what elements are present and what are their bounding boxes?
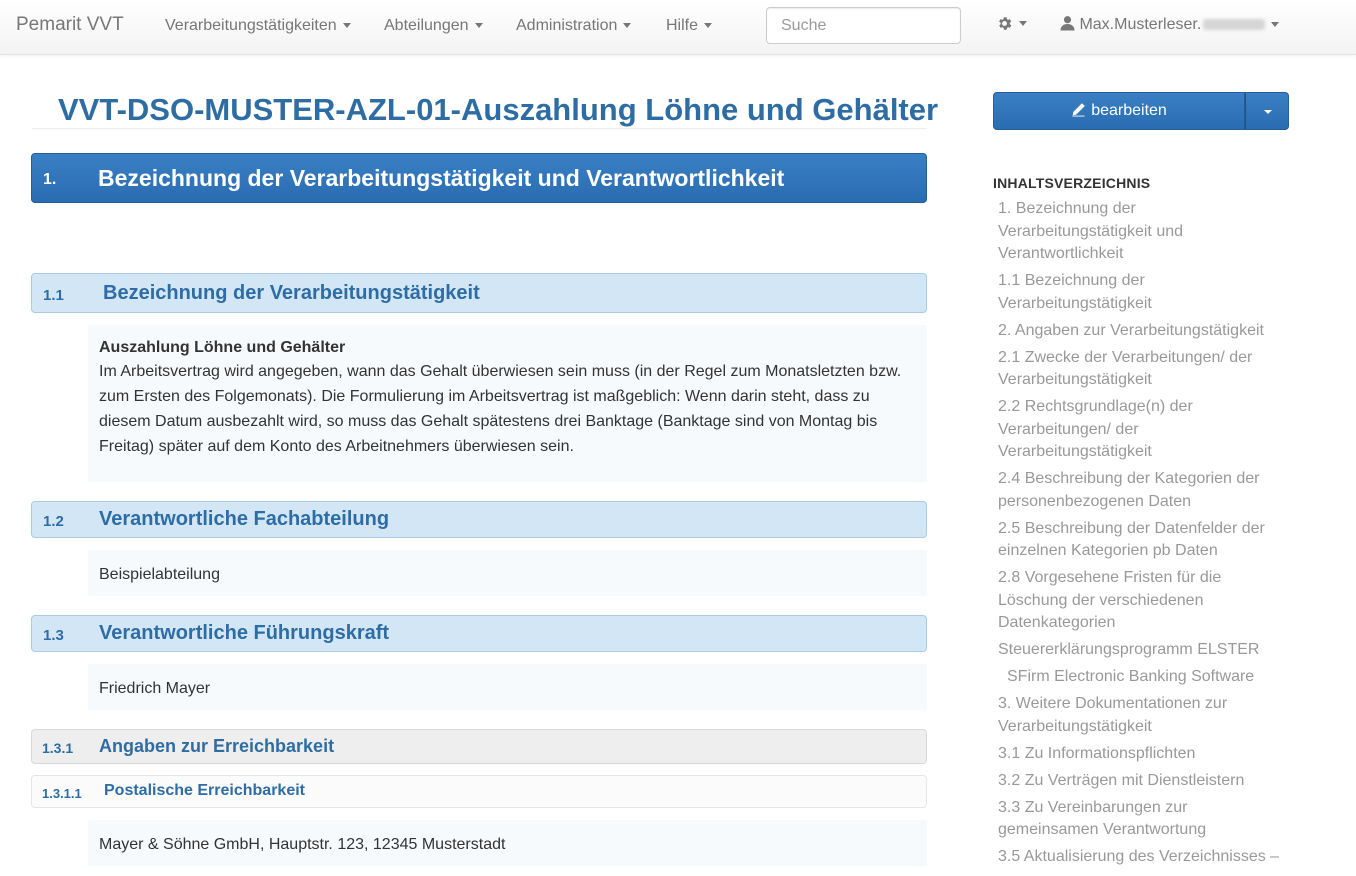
caret-down-icon: [1019, 21, 1027, 26]
toc-list: [998, 198, 1288, 873]
content-text: Im Arbeitsvertrag wird angegeben, wann das Gehalt überwiesen sein muss (in der Regel zum Monatsletzten bzw. zum Ersten des Folgemonats). Die Formulierung im Arbeitsvertrag ist maßgeblich: Wenn darin steht, dass zu diesem Datum ausbezahlt wird, so muss das Gehalt spätestens drei Banktage (Banktage sind von Montag bis Freitag) später auf dem Konto des Arbeitnehmers überwiesen sein.: [99, 363, 902, 455]
toc-item[interactable]: 1. Bezeichnung der Verarbeitungstätigkeit und Verantwortlichkeit: [998, 200, 1184, 262]
toc-item[interactable]: Steuererklärungsprogramm ELSTER: [998, 641, 1260, 658]
toc-item[interactable]: 2.2 Rechtsgrundlage(n) der Verarbeitungen/ der Verarbeitungstätigkeit: [998, 398, 1193, 460]
toc-item[interactable]: 3.2 Zu Verträgen mit Dienstleistern: [998, 771, 1245, 789]
toc-item[interactable]: 3. Weitere Dokumentationen zur Verarbeitungstätigkeit: [998, 695, 1228, 735]
menu-label: Hilfe: [666, 17, 699, 34]
user-icon: [1060, 15, 1075, 31]
section-title: Verantwortliche Führungskraft: [99, 622, 390, 644]
caret-down-icon: [623, 23, 631, 28]
content-title: Auszahlung Löhne und Gehälter: [99, 339, 346, 356]
section-number: 1.2: [43, 513, 64, 530]
section-1-1-header: [31, 273, 927, 313]
toc-item[interactable]: 1.1 Bezeichnung der Verarbeitungstätigkeit: [998, 272, 1152, 312]
gear-icon: [996, 15, 1013, 32]
section-1-3-content: [88, 664, 927, 710]
content-text: Mayer & Söhne GmbH, Hauptstr. 123, 12345 Musterstadt: [99, 836, 506, 853]
menu-hilfe[interactable]: [666, 17, 712, 35]
toc-item[interactable]: 2.1 Zwecke der Verarbeitungen/ der Verarbeitungstätigkeit: [998, 348, 1253, 388]
section-title: Angaben zur Erreichbarkeit: [99, 736, 335, 756]
menu-label: Verarbeitungstätigkeiten: [165, 17, 337, 34]
section-1-2-header: [31, 501, 927, 538]
content-text: Beispielabteilung: [99, 566, 220, 583]
section-1-2-content: [88, 550, 927, 596]
section-title: Postalische Erreichbarkeit: [104, 782, 305, 799]
settings-menu[interactable]: [996, 15, 1027, 33]
toc-heading: INHALTSVERZEICHNIS: [993, 175, 1151, 191]
section-number: 1.3: [43, 627, 64, 644]
title-divider: [32, 128, 927, 129]
menu-administration[interactable]: [516, 17, 631, 35]
edit-button-group: [993, 92, 1289, 130]
section-number: 1.3.1.1: [42, 786, 82, 801]
section-1-1-content: [88, 325, 927, 482]
brand-link[interactable]: Pemarit VVT: [16, 14, 124, 35]
redacted-text: [1203, 19, 1265, 30]
section-title: Bezeichnung der Verarbeitungstätigkeit und Verantwortlichkeit: [98, 165, 785, 191]
section-1-3-header: [31, 615, 927, 652]
menu-verarbeitungstaetigkeiten[interactable]: [165, 17, 351, 35]
section-1-3-1-header: [31, 729, 927, 764]
caret-down-icon: [475, 23, 483, 28]
caret-down-icon: [343, 23, 351, 28]
toc-item[interactable]: SFirm Electronic Banking Software: [1007, 668, 1255, 685]
edit-label: bearbeiten: [1091, 102, 1167, 119]
toc-item[interactable]: 3.5 Aktualisierung des Verzeichnisses –: [998, 848, 1280, 865]
menu-label: Administration: [516, 17, 618, 34]
user-name: Max.Musterleser.: [1079, 16, 1202, 33]
toc-item[interactable]: 2.4 Beschreibung der Kategorien der personenbezogenen Daten: [998, 470, 1260, 510]
top-navbar: [0, 0, 1356, 55]
caret-down-icon: [1271, 22, 1279, 27]
search-input[interactable]: [766, 7, 961, 44]
pencil-icon: [1071, 102, 1086, 117]
section-1-3-1-1-header: [31, 775, 927, 808]
caret-down-icon: [704, 23, 712, 28]
user-menu[interactable]: [1060, 15, 1279, 34]
menu-abteilungen[interactable]: [384, 17, 483, 35]
section-number: 1.3.1: [42, 740, 74, 756]
toc-item[interactable]: 2. Angaben zur Verarbeitungstätigkeit: [998, 321, 1264, 339]
caret-down-icon: [1264, 110, 1272, 114]
edit-dropdown-toggle[interactable]: [1245, 92, 1289, 130]
section-number: 1.1: [43, 287, 64, 304]
content-text: Friedrich Mayer: [99, 680, 211, 697]
section-1-3-1-1-content: [88, 820, 927, 866]
toc-item[interactable]: 3.1 Zu Informationspflichten: [998, 744, 1196, 762]
toc-item[interactable]: 3.3 Zu Vereinbarungen zur gemeinsamen Verantwortung: [998, 798, 1207, 838]
menu-label: Abteilungen: [384, 17, 469, 34]
section-title: Verantwortliche Fachabteilung: [99, 508, 390, 530]
page-title: VVT-DSO-MUSTER-AZL-01-Auszahlung Löhne und Gehälter: [58, 92, 939, 127]
section-1-header: [31, 153, 927, 203]
toc-item[interactable]: 2.8 Vorgesehene Fristen für die Löschung der verschiedenen Datenkategorien: [998, 569, 1222, 631]
section-number: 1.: [43, 171, 57, 188]
toc-item[interactable]: 2.5 Beschreibung der Datenfelder der einzelnen Kategorien pb Daten: [998, 519, 1265, 559]
edit-button[interactable]: [993, 92, 1245, 130]
section-title: Bezeichnung der Verarbeitungstätigkeit: [103, 282, 480, 304]
